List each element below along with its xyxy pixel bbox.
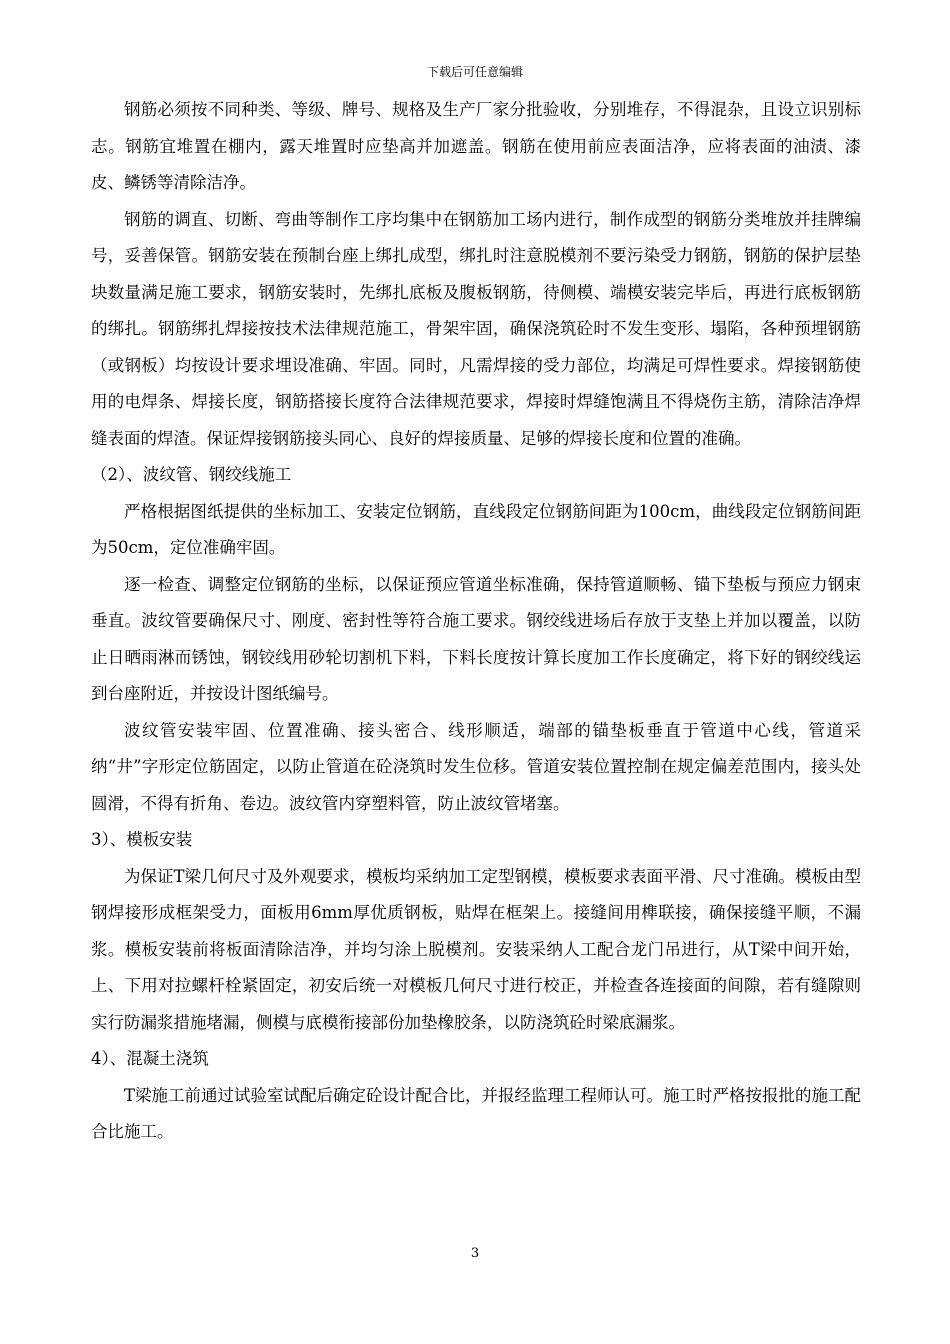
document-body — [91, 92, 861, 1151]
section-heading: 4）、混凝土浇筑 — [91, 1049, 209, 1068]
paragraph: T梁施工前通过试验室试配后确定砼设计配合比，并报经监理工程师认可。施工时严格按报批的施工配合比施工。 — [91, 1085, 862, 1141]
paragraph: 严格根据图纸提供的坐标加工、安装定位钢筋，直线段定位钢筋间距为100cm，曲线段定位钢筋间距为50cm，定位准确牢固。 — [91, 501, 861, 557]
section-heading: 3）、模板安装 — [91, 830, 193, 849]
paragraph: 逐一检查、调整定位钢筋的坐标，以保证预应管道坐标准确，保持管道顺畅、锚下垫板与预应力钢束垂直。波纹管要确保尺寸、刚度、密封性等符合施工要求。钢绞线进场后存放于支垫上并加以覆盖，以防止日晒雨淋而锈蚀，钢铰线用砂轮切割机下料，下料长度按计算长度加工作长度确定，将下好的钢绞线运到台座附近，并按设计图纸编号。 — [91, 574, 861, 703]
paragraph: 为保证T梁几何尺寸及外观要求，模板均采纳加工定型钢模，模板要求表面平滑、尺寸准确。模板由型钢焊接形成框架受力，面板用6mm厚优质钢板，贴焊在框架上。接缝间用榫联接，确保接缝平顺，不漏浆。模板安装前将板面清除洁净，并均匀涂上脱模剂。安装采纳人工配合龙门吊进行，从T梁中间开始，上、下用对拉螺杆栓紧固定，初安后统一对模板几何尺寸进行校正，并检查各连接面的间隙，若有缝隙则实行防漏浆措施堵漏，侧模与底模衔接部份加垫橡胶条，以防浇筑砼时梁底漏浆。 — [91, 866, 862, 1032]
section-heading: （2）、波纹管、钢绞线施工 — [91, 465, 292, 484]
paragraph: 波纹管安装牢固、位置准确、接头密合、线形顺适，端部的锚垫板垂直于管道中心线，管道采纳“井”字形定位筋固定，以防止管道在砼浇筑时发生位移。管道安装位置控制在规定偏差范围内，接头处圆滑，不得有折角、卷边。波纹管内穿塑料管，防止波纹管堵塞。 — [91, 720, 861, 813]
paragraph: 钢筋必须按不同种类、等级、牌号、规格及生产厂家分批验收，分别堆存，不得混杂，且设立识别标志。钢筋宜堆置在棚内，露天堆置时应垫高并加遮盖。钢筋在使用前应表面洁净，应将表面的油渍、漆皮、鳞锈等清除洁净。 — [91, 100, 861, 192]
page-header: 下载后可任意编辑 — [426, 65, 523, 79]
paragraph: 钢筋的调直、切断、弯曲等制作工序均集中在钢筋加工场内进行，制作成型的钢筋分类堆放并挂牌编号，妥善保管。钢筋安装在预制台座上绑扎成型，绑扎时注意脱模剂不要污染受力钢筋，钢筋的保护层垫块数量满足施工要求，钢筋安装时，先绑扎底板及腹板钢筋，待侧模、端模安装完毕后，再进行底板钢筋的绑扎。钢筋绑扎焊接按技术法律规范施工，骨架牢固，确保浇筑砼时不发生变形、塌陷，各种预埋钢筋（或钢板）均按设计要求埋设准确、牢固。同时，凡需焊接的受力部位，均满足可焊性要求。焊接钢筋使用的电焊条、焊接长度，钢筋搭接长度符合法律规范要求，焊接时焊缝饱满且不得烧伤主筋，清除洁净焊缝表面的焊渣。保证焊接钢筋接头同心、良好的焊接质量、足够的焊接长度和位置的准确。 — [91, 209, 861, 448]
page-number: 3 — [470, 1246, 480, 1261]
